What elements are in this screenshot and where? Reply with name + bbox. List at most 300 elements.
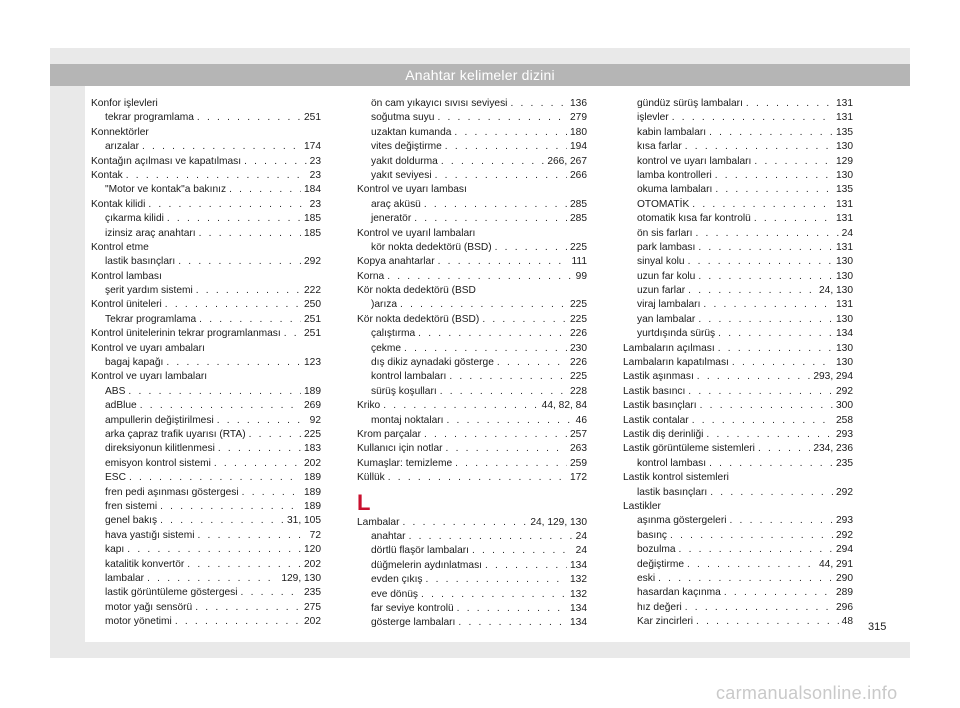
entry-term: "Motor ve kontak"a bakınız bbox=[105, 184, 227, 196]
entry-term: kabin lambaları bbox=[637, 126, 707, 138]
entry-page-ref: 23 bbox=[309, 198, 321, 210]
dot-leader bbox=[178, 255, 301, 269]
entry-page-ref: 292 bbox=[836, 529, 853, 541]
entry-page-ref: 180 bbox=[570, 126, 587, 138]
entry-term: şerit yardım sistemi bbox=[105, 285, 193, 297]
entry-page-ref: 23 bbox=[309, 169, 321, 181]
watermark: carmanualsonline.info bbox=[716, 683, 898, 703]
index-entry bbox=[357, 457, 587, 471]
entry-page-ref: 225 bbox=[570, 241, 587, 253]
entry-page-ref: 185 bbox=[304, 227, 321, 239]
entry-term: Konfor işlevleri bbox=[91, 98, 158, 109]
entry-page-ref: 131 bbox=[836, 98, 853, 109]
index-subentry bbox=[357, 356, 587, 370]
dot-leader bbox=[167, 212, 301, 226]
dot-leader bbox=[715, 169, 833, 183]
entry-term: katalitik konvertör bbox=[105, 558, 185, 570]
dot-leader bbox=[709, 457, 833, 471]
index-subentry bbox=[623, 313, 853, 327]
index-entry bbox=[623, 385, 853, 399]
entry-term: Konnektörler bbox=[91, 126, 149, 138]
index-subentry bbox=[91, 313, 321, 327]
index-entry bbox=[91, 97, 321, 111]
dot-leader bbox=[458, 616, 567, 630]
index-entry bbox=[623, 428, 853, 442]
entry-page-ref: 294 bbox=[836, 544, 853, 556]
entry-page-ref: 225 bbox=[304, 428, 321, 440]
entry-page-ref: 202 bbox=[304, 457, 321, 469]
index-subentry bbox=[91, 514, 321, 528]
entry-page-ref: 135 bbox=[836, 184, 853, 196]
page-number: 315 bbox=[868, 621, 887, 633]
dot-leader bbox=[402, 516, 527, 530]
entry-term: eve dönüş bbox=[371, 588, 419, 600]
entry-page-ref: 24, 130 bbox=[819, 285, 853, 297]
entry-term: ön sis farları bbox=[637, 227, 693, 239]
index-entry bbox=[623, 500, 853, 514]
index-entry bbox=[623, 356, 853, 370]
entry-page-ref: 275 bbox=[304, 601, 321, 613]
index-entry bbox=[91, 327, 321, 341]
index-subentry bbox=[357, 602, 587, 616]
index-entry bbox=[357, 227, 587, 241]
dot-leader bbox=[718, 327, 833, 341]
entry-page-ref: 285 bbox=[570, 198, 587, 210]
entry-term: soğutma suyu bbox=[371, 112, 435, 124]
entry-term: eski bbox=[637, 572, 656, 584]
entry-term: Lambalar bbox=[357, 516, 400, 528]
entry-term: lamba kontrolleri bbox=[637, 169, 712, 181]
entry-term: Korna bbox=[357, 270, 385, 282]
dot-leader bbox=[457, 602, 567, 616]
dot-leader bbox=[703, 298, 833, 312]
index-subentry bbox=[91, 615, 321, 629]
entry-page-ref: 134 bbox=[570, 617, 587, 629]
dot-leader bbox=[229, 183, 301, 197]
dot-leader bbox=[715, 183, 833, 197]
index-subentry bbox=[91, 457, 321, 471]
entry-term: Kopya anahtarlar bbox=[357, 256, 435, 268]
entry-term: tekrar programlama bbox=[105, 112, 194, 124]
entry-term: fren pedi aşınması göstergesi bbox=[105, 486, 239, 498]
index-subentry bbox=[623, 586, 853, 600]
index-subentry bbox=[623, 241, 853, 255]
entry-page-ref: 259 bbox=[570, 457, 587, 469]
entry-page-ref: 202 bbox=[304, 558, 321, 570]
dot-leader bbox=[441, 155, 545, 169]
index-subentry bbox=[91, 183, 321, 197]
entry-page-ref: 44, 82, 84 bbox=[541, 400, 587, 412]
entry-page-ref: 134 bbox=[836, 328, 853, 340]
dot-leader bbox=[445, 140, 567, 154]
index-subentry bbox=[623, 514, 853, 528]
entry-term: fren sistemi bbox=[105, 500, 158, 512]
entry-term: Krom parçalar bbox=[357, 428, 421, 440]
entry-page-ref: 225 bbox=[570, 313, 587, 325]
entry-term: Kriko bbox=[357, 400, 381, 412]
entry-page-ref: 296 bbox=[836, 601, 853, 613]
index-subentry bbox=[623, 198, 853, 212]
entry-page-ref: 99 bbox=[575, 270, 587, 282]
entry-term: gösterge lambaları bbox=[371, 617, 456, 629]
index-subentry bbox=[91, 428, 321, 442]
dot-leader bbox=[166, 356, 301, 370]
index-subentry bbox=[357, 544, 587, 558]
dot-leader bbox=[244, 155, 307, 169]
dot-leader bbox=[214, 457, 301, 471]
entry-page-ref: 120 bbox=[304, 544, 321, 556]
index-subentry bbox=[357, 241, 587, 255]
dot-leader bbox=[732, 356, 833, 370]
index-subentry bbox=[91, 601, 321, 615]
dot-leader bbox=[658, 572, 833, 586]
dot-leader bbox=[383, 399, 538, 413]
entry-page-ref: 189 bbox=[304, 472, 321, 484]
entry-page-ref: 130 bbox=[836, 313, 853, 325]
index-entry bbox=[91, 198, 321, 212]
entry-term: uzun farlar bbox=[637, 285, 686, 297]
entry-page-ref: 300 bbox=[836, 400, 853, 412]
index-subentry bbox=[357, 169, 587, 183]
index-subentry bbox=[357, 530, 587, 544]
dot-leader bbox=[424, 198, 567, 212]
entry-term: Kontrol ünitelerinin tekrar programlanması bbox=[91, 328, 281, 340]
entry-term: )arıza bbox=[371, 299, 398, 311]
index-subentry bbox=[623, 255, 853, 269]
entry-page-ref: 289 bbox=[836, 587, 853, 599]
entry-term: Kontrol ve uyarı ambaları bbox=[91, 342, 205, 354]
entry-term: işlevler bbox=[637, 112, 669, 124]
entry-page-ref: 234, 236 bbox=[813, 443, 853, 455]
index-subentry bbox=[91, 255, 321, 269]
entry-term: sinyal kolu bbox=[637, 256, 685, 268]
entry-term: kontrol lambası bbox=[637, 457, 707, 469]
index-subentry bbox=[357, 327, 587, 341]
entry-term: çekme bbox=[371, 342, 402, 354]
dot-leader bbox=[685, 601, 833, 615]
entry-term: hız değeri bbox=[637, 601, 682, 613]
entry-term: yurtdışında sürüş bbox=[637, 328, 716, 340]
index-subentry bbox=[91, 385, 321, 399]
entry-page-ref: 222 bbox=[304, 285, 321, 297]
index-subentry bbox=[357, 588, 587, 602]
entry-term: anahtar bbox=[371, 530, 406, 542]
index-entry bbox=[91, 270, 321, 284]
entry-page-ref: 123 bbox=[304, 357, 321, 369]
dot-leader bbox=[700, 399, 833, 413]
dot-leader bbox=[126, 169, 307, 183]
dot-leader bbox=[435, 169, 567, 183]
entry-page-ref: 136 bbox=[570, 98, 587, 109]
entry-term: emisyon kontrol sistemi bbox=[105, 457, 211, 469]
entry-term: Kontak bbox=[91, 169, 123, 181]
entry-term: OTOMATİK bbox=[637, 198, 690, 210]
entry-term: Lastik görüntüleme sistemleri bbox=[623, 443, 755, 455]
entry-page-ref: 266 bbox=[570, 169, 587, 181]
index-entry bbox=[623, 471, 853, 485]
entry-page-ref: 225 bbox=[570, 299, 587, 311]
entry-term: uzun far kolu bbox=[637, 270, 696, 282]
entry-term: kör nokta dedektörü (BSD) bbox=[371, 241, 492, 253]
entry-page-ref: 293 bbox=[836, 428, 853, 440]
index-subentry bbox=[357, 111, 587, 125]
entry-term: ön cam yıkayıcı sıvısı seviyesi bbox=[371, 98, 508, 109]
index-entry bbox=[357, 284, 587, 298]
index-subentry bbox=[91, 399, 321, 413]
entry-page-ref: 174 bbox=[304, 141, 321, 153]
dot-leader bbox=[688, 385, 833, 399]
index-subentry bbox=[91, 471, 321, 485]
entry-page-ref: 44, 291 bbox=[819, 558, 853, 570]
entry-term: Kontrol üniteleri bbox=[91, 299, 162, 311]
index-page bbox=[85, 86, 910, 642]
entry-term: Küllük bbox=[357, 472, 385, 484]
dot-leader bbox=[692, 198, 833, 212]
dot-leader bbox=[175, 615, 301, 629]
dot-leader bbox=[497, 356, 567, 370]
entry-page-ref: 293, 294 bbox=[813, 371, 853, 383]
entry-page-ref: 263 bbox=[570, 443, 587, 455]
entry-term: jeneratör bbox=[371, 213, 412, 225]
dot-leader bbox=[455, 457, 567, 471]
dot-leader bbox=[199, 313, 301, 327]
entry-page-ref: 24, 129, 130 bbox=[530, 516, 587, 528]
entry-page-ref: 279 bbox=[570, 112, 587, 124]
entry-term: sürüş koşulları bbox=[371, 385, 437, 397]
entry-page-ref: 31, 105 bbox=[287, 515, 321, 527]
entry-page-ref: 226 bbox=[570, 328, 587, 340]
entry-page-ref: 257 bbox=[570, 428, 587, 440]
entry-page-ref: 293 bbox=[836, 515, 853, 527]
entry-page-ref: 111 bbox=[571, 256, 587, 268]
index-subentry bbox=[357, 370, 587, 384]
entry-term: yakıt doldurma bbox=[371, 155, 438, 167]
entry-term: izinsiz araç anahtarı bbox=[105, 227, 196, 239]
dot-leader bbox=[510, 97, 567, 111]
entry-term: Kontrol etme bbox=[91, 241, 149, 253]
dot-leader bbox=[709, 126, 833, 140]
dot-leader bbox=[698, 270, 833, 284]
entry-term: lastik görüntüleme göstergesi bbox=[105, 587, 238, 599]
entry-term: hava yastığı sistemi bbox=[105, 529, 195, 541]
index-entry bbox=[357, 442, 587, 456]
entry-term: yan lambalar bbox=[637, 313, 696, 325]
entry-term: motor yağı sensörü bbox=[105, 601, 193, 613]
entry-term: ESC bbox=[105, 472, 126, 484]
index-subentry bbox=[623, 227, 853, 241]
entry-page-ref: 290 bbox=[836, 572, 853, 584]
index-subentry bbox=[91, 111, 321, 125]
entry-page-ref: 225 bbox=[570, 371, 587, 383]
entry-page-ref: 235 bbox=[836, 457, 853, 469]
index-subentry bbox=[357, 126, 587, 140]
dot-leader bbox=[472, 544, 573, 558]
entry-term: Kontrol lambası bbox=[91, 270, 162, 282]
entry-page-ref: 129, 130 bbox=[281, 572, 321, 584]
dot-leader bbox=[388, 471, 567, 485]
dot-leader bbox=[746, 97, 833, 111]
index-entry bbox=[357, 255, 587, 269]
dot-leader bbox=[418, 327, 567, 341]
index-subentry bbox=[91, 442, 321, 456]
index-entry bbox=[91, 298, 321, 312]
dot-leader bbox=[754, 155, 833, 169]
index-subentry bbox=[623, 601, 853, 615]
entry-term: Lastik contalar bbox=[623, 414, 689, 426]
dot-leader bbox=[710, 486, 833, 500]
entry-page-ref: 292 bbox=[304, 256, 321, 268]
entry-page-ref: 269 bbox=[304, 400, 321, 412]
index-subentry bbox=[623, 457, 853, 471]
index-subentry bbox=[357, 97, 587, 111]
entry-term: düğmelerin aydınlatması bbox=[371, 559, 482, 571]
index-subentry bbox=[623, 270, 853, 284]
dot-leader bbox=[758, 442, 810, 456]
dot-leader bbox=[698, 313, 833, 327]
entry-page-ref: 251 bbox=[304, 112, 321, 124]
entry-term: uzaktan kumanda bbox=[371, 126, 452, 138]
entry-term: far seviye kontrolü bbox=[371, 602, 454, 614]
entry-term: ampullerin değiştirilmesi bbox=[105, 414, 214, 426]
dot-leader bbox=[438, 255, 569, 269]
entry-page-ref: 251 bbox=[304, 328, 321, 340]
dot-leader bbox=[400, 298, 567, 312]
dot-leader bbox=[679, 543, 833, 557]
entry-page-ref: 184 bbox=[304, 184, 321, 196]
index-entry bbox=[357, 428, 587, 442]
index-entry bbox=[357, 516, 587, 530]
entry-page-ref: 24 bbox=[841, 227, 853, 239]
entry-page-ref: 134 bbox=[570, 559, 587, 571]
index-subentry bbox=[91, 284, 321, 298]
entry-page-ref: 130 bbox=[836, 270, 853, 282]
entry-term: Lastik aşınması bbox=[623, 371, 694, 383]
dot-leader bbox=[148, 198, 306, 212]
index-subentry bbox=[91, 227, 321, 241]
dot-leader bbox=[454, 126, 567, 140]
entry-term: Lastik basıncı bbox=[623, 385, 686, 397]
entry-term: lastik basınçları bbox=[105, 256, 176, 268]
entry-term: lastik basınçları bbox=[637, 486, 708, 498]
entry-page-ref: 23 bbox=[309, 155, 321, 167]
entry-term: kontrol ve uyarı lambaları bbox=[637, 155, 752, 167]
entry-term: ABS bbox=[105, 385, 126, 397]
entry-term: okuma lambaları bbox=[637, 184, 713, 196]
index-entry bbox=[623, 414, 853, 428]
dot-leader bbox=[687, 558, 816, 572]
entry-page-ref: 292 bbox=[836, 486, 853, 498]
index-subentry bbox=[357, 342, 587, 356]
entry-page-ref: 183 bbox=[304, 443, 321, 455]
entry-term: Kontrol ve uyarı lambaları bbox=[91, 371, 208, 383]
dot-leader bbox=[688, 284, 816, 298]
entry-term: gündüz sürüş lambaları bbox=[637, 98, 743, 109]
index-subentry bbox=[623, 327, 853, 341]
index-subentry bbox=[357, 616, 587, 630]
entry-term: bagaj kapağı bbox=[105, 357, 164, 369]
entry-term: vites değiştirme bbox=[371, 141, 442, 153]
entry-term: hasardan kaçınma bbox=[637, 587, 721, 599]
dot-leader bbox=[696, 615, 839, 629]
dot-leader bbox=[688, 255, 833, 269]
dot-leader bbox=[754, 212, 833, 226]
dot-leader bbox=[695, 227, 838, 241]
entry-term: Kullanıcı için notlar bbox=[357, 443, 443, 455]
index-subentry bbox=[623, 183, 853, 197]
entry-page-ref: 266, 267 bbox=[547, 155, 587, 167]
index-subentry bbox=[91, 414, 321, 428]
dot-leader bbox=[424, 428, 567, 442]
dot-leader bbox=[672, 111, 833, 125]
entry-page-ref: 134 bbox=[570, 602, 587, 614]
entry-page-ref: 189 bbox=[304, 500, 321, 512]
index-subentry bbox=[91, 486, 321, 500]
dot-leader bbox=[421, 588, 567, 602]
entry-term: aşınma göstergeleri bbox=[637, 515, 727, 527]
entry-page-ref: 48 bbox=[841, 616, 853, 628]
index-entry bbox=[357, 399, 587, 413]
index-subentry bbox=[357, 573, 587, 587]
entry-term: değiştirme bbox=[637, 558, 684, 570]
dot-leader bbox=[199, 227, 301, 241]
dot-leader bbox=[127, 543, 301, 557]
index-subentry bbox=[91, 586, 321, 600]
dot-leader bbox=[724, 586, 833, 600]
index-column-3 bbox=[623, 97, 853, 629]
entry-term: arızalar bbox=[105, 141, 139, 153]
index-entry bbox=[357, 313, 587, 327]
section-letter: L bbox=[357, 489, 371, 515]
dot-leader bbox=[409, 530, 573, 544]
dot-leader bbox=[670, 529, 833, 543]
index-subentry bbox=[623, 97, 853, 111]
index-subentry bbox=[623, 126, 853, 140]
entry-page-ref: 131 bbox=[836, 198, 853, 210]
entry-page-ref: 130 bbox=[836, 342, 853, 354]
entry-page-ref: 24 bbox=[575, 530, 587, 542]
entry-term: çalıştırma bbox=[371, 328, 416, 340]
index-subentry bbox=[91, 212, 321, 226]
index-subentry bbox=[357, 155, 587, 169]
index-subentry bbox=[623, 284, 853, 298]
dot-leader bbox=[196, 284, 301, 298]
index-subentry bbox=[91, 572, 321, 586]
entry-page-ref: 194 bbox=[570, 141, 587, 153]
entry-term: Kör nokta dedektörü (BSD) bbox=[357, 313, 480, 325]
dot-leader bbox=[160, 514, 284, 528]
entry-term: lambalar bbox=[105, 572, 145, 584]
entry-page-ref: 132 bbox=[570, 574, 587, 586]
entry-term: genel bakış bbox=[105, 515, 158, 527]
entry-term: adBlue bbox=[105, 400, 137, 412]
dot-leader bbox=[249, 428, 301, 442]
dot-leader bbox=[217, 414, 307, 428]
index-subentry bbox=[623, 298, 853, 312]
index-subentry bbox=[91, 558, 321, 572]
index-subentry bbox=[623, 572, 853, 586]
index-entry bbox=[357, 471, 587, 485]
entry-page-ref: 235 bbox=[304, 587, 321, 599]
entry-page-ref: 130 bbox=[836, 256, 853, 268]
index-subentry bbox=[623, 615, 853, 629]
dot-leader bbox=[729, 514, 833, 528]
index-entry bbox=[623, 370, 853, 384]
dot-leader bbox=[706, 428, 833, 442]
dot-leader bbox=[449, 370, 567, 384]
entry-page-ref: 189 bbox=[304, 385, 321, 397]
entry-term: arka çapraz trafik uyarısı (RTA) bbox=[105, 428, 246, 440]
entry-term: Lambaların kapatılması bbox=[623, 357, 729, 369]
